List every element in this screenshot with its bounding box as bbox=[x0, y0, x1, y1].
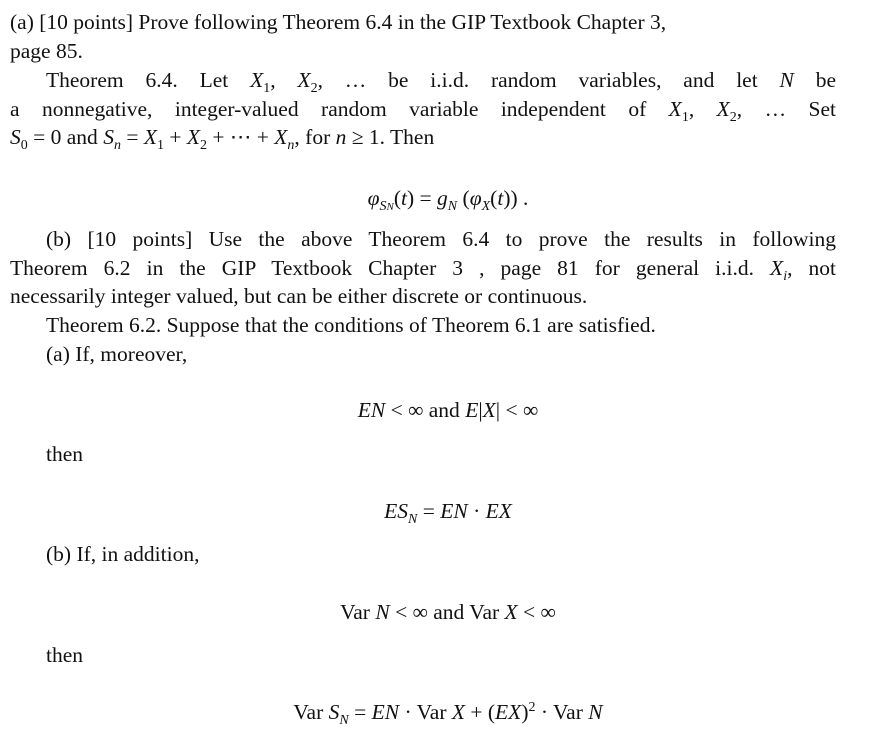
theorem-6-2-part-a: (a) If, moreover, bbox=[46, 342, 188, 366]
part-b-line-2: Theorem 6.2 in the GIP Textbook Chapter 3 , page 81 for general i.i.d. $X_i$, not bbox=[10, 256, 836, 284]
theorem-6-4-line-1: Theorem 6.4. Let $X_1$, $X_2$, … be i.i.d. random variables, and let N be bbox=[46, 68, 837, 96]
theorem-6-4-head: Theorem 6.4. bbox=[46, 68, 178, 92]
theorem-6-2-part-b: (b) If, in addition, bbox=[46, 542, 200, 566]
theorem-6-2-statement: Theorem 6.2. Suppose that the conditions of Theorem 6.1 are satisfied. bbox=[46, 313, 656, 337]
part-b-line-1: (b) [10 points] Use the above Theorem 6.4 to prove the results in following bbox=[46, 227, 836, 251]
then-1: then bbox=[46, 442, 84, 466]
equation-mean: $ES_N$ = EN · EX bbox=[384, 499, 512, 527]
then-2: then bbox=[46, 643, 84, 667]
part-a-line-1: (a) [10 points] Prove following Theorem 6.4 in the GIP Textbook Chapter 3, bbox=[10, 10, 667, 34]
part-b-line-3: necessarily integer valued, but can be either discrete or continuous. bbox=[10, 284, 588, 308]
equation-finite-means: EN < ∞ and E|X| < ∞ bbox=[357, 398, 539, 422]
equation-characteristic-function: $\varphi_{SN}(t) = g_N$ $(\varphi_X(t))$ . bbox=[367, 186, 529, 214]
theorem-6-4-line-3: $S_0 = 0$ and $S_n = X_1 + X_2$ + ⋯ + $X_n$, for n ≥ 1. Then bbox=[10, 125, 435, 153]
part-a-line-2: page 85. bbox=[10, 39, 83, 63]
equation-finite-variances: Var N < ∞ and Var X < ∞ bbox=[340, 600, 556, 624]
equation-variance: Var $S_N$ = EN · Var X + (EX)$^2$ · Var N bbox=[293, 700, 603, 728]
theorem-6-4-line-2: a nonnegative, integer-valued random variable independent of $X_1$, $X_2$, … Set bbox=[10, 97, 836, 125]
